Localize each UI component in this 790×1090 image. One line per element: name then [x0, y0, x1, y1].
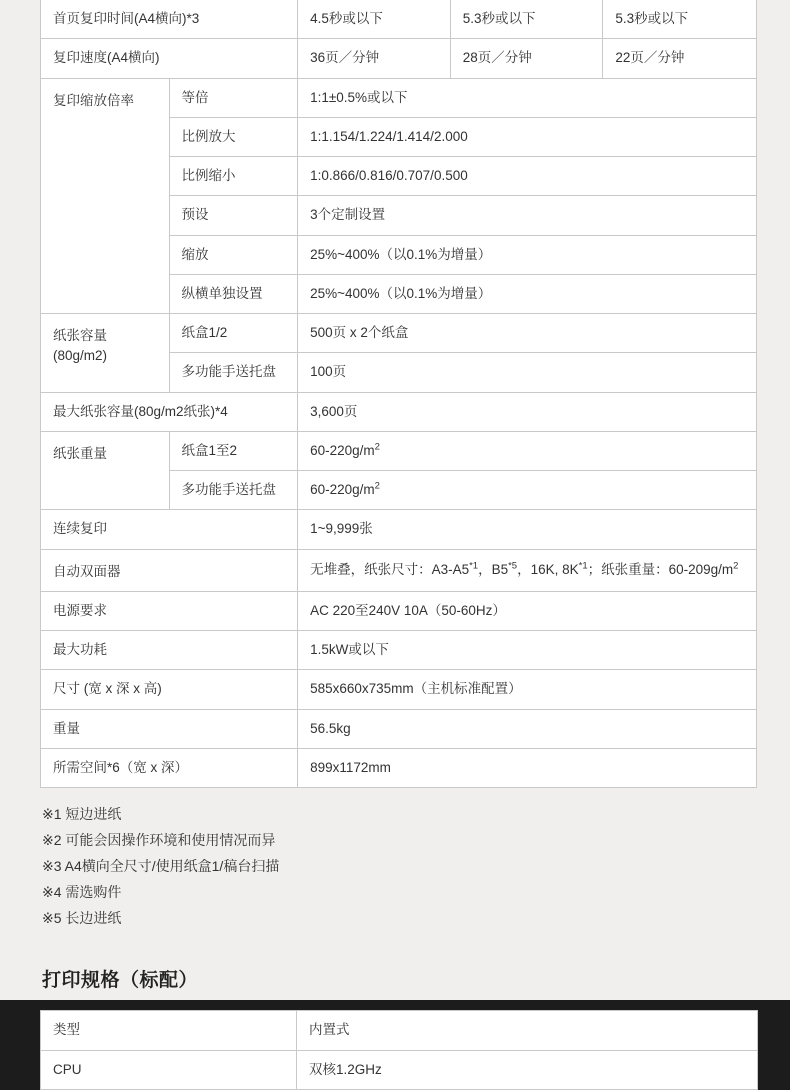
row-label: 类型: [41, 1011, 297, 1050]
table-row: [41, 631, 757, 670]
row-label: 尺寸 (宽 x 深 x 高): [41, 670, 298, 709]
row-value-1: 36页／分钟: [298, 39, 451, 78]
footnote-item: ※2 可能会因操作环境和使用情况而异: [42, 831, 276, 848]
group-label-text: 纸张容量: [53, 328, 107, 343]
table-row: [41, 392, 757, 431]
sub-value: 25%~400%（以0.1%为增量）: [298, 235, 757, 274]
sub-value: 1:0.866/0.816/0.707/0.500: [298, 157, 757, 196]
sub-value: 1:1±0.5%或以下: [298, 78, 757, 117]
table-row: [41, 670, 757, 709]
row-value: 双核1.2GHz: [297, 1050, 758, 1089]
sub-value: $60-220g/m^2$: [298, 431, 757, 470]
superscript: *1: [469, 560, 479, 572]
row-value-1: 4.5秒或以下: [298, 0, 451, 39]
print-spec-table: [40, 1010, 758, 1090]
row-label: [41, 39, 298, 78]
row-label: 自动双面器: [41, 549, 298, 591]
row-value: AC 220至240V 10A（50-60Hz）: [298, 591, 757, 630]
row-value: 3,600页: [298, 392, 757, 431]
table-row: [41, 39, 757, 78]
row-value: 899x1172mm: [298, 748, 757, 787]
table-row: [41, 0, 757, 39]
superscript: 2: [374, 480, 380, 492]
row-label-text: 首页复印时间(A4横向)*3: [53, 11, 200, 26]
group-label-text: 纸张重量: [53, 445, 107, 461]
sub-label: 等倍: [169, 78, 298, 117]
sub-label: 多功能手送托盘: [169, 471, 298, 510]
sub-label: 纵横单独设置: [169, 274, 298, 313]
table-row: [41, 748, 757, 787]
row-label: 连续复印: [41, 510, 298, 549]
group-label-paper-weight: [41, 431, 170, 510]
group-label-subtext: (80g/m2): [53, 348, 108, 364]
superscript: *1: [578, 560, 588, 572]
footnote-item: ※3 A4横向全尺寸/使用纸盒1/稿台扫描: [42, 857, 280, 874]
row-label: [41, 0, 298, 39]
sub-value: $60-220g/m^2$: [298, 471, 757, 510]
sub-value: 3个定制设置: [298, 196, 757, 235]
sub-value: 25%~400%（以0.1%为增量）: [298, 274, 757, 313]
footnote-list: [40, 802, 757, 931]
sub-label: 比例缩小: [169, 157, 298, 196]
group-label-paper-capacity: [41, 314, 170, 393]
table-row: [41, 549, 757, 591]
table-row: [41, 78, 757, 117]
page-content: [40, 0, 757, 1090]
table-row: [41, 431, 757, 470]
superscript: *5: [508, 560, 518, 572]
sub-label: 缩放: [169, 235, 298, 274]
table-row: [41, 1011, 758, 1050]
row-value: 1.5kW或以下: [298, 631, 757, 670]
sub-label: 预设: [169, 196, 298, 235]
footnote-item: ※5 长边进纸: [42, 909, 122, 926]
table-row: [41, 510, 757, 549]
footnote-item: ※1 短边进纸: [42, 806, 122, 822]
sub-value: 1:1.154/1.224/1.414/2.000: [298, 117, 757, 156]
table-row: [41, 1050, 758, 1089]
superscript: 2: [733, 560, 739, 572]
row-label: 电源要求: [41, 591, 298, 630]
sub-value: 500页 x 2个纸盒: [298, 314, 757, 353]
copy-spec-table: [40, 0, 757, 788]
row-value: 内置式: [297, 1011, 758, 1050]
sub-label: 比例放大: [169, 117, 298, 156]
footnote-item: ※4 需选购件: [42, 883, 122, 900]
group-label-zoom: [41, 78, 170, 314]
table-row: [41, 591, 757, 630]
table-row: [41, 709, 757, 748]
row-value: 585x660x735mm（主机标准配置）: [298, 670, 757, 709]
row-value-3: 5.3秒或以下: [603, 0, 757, 39]
row-value-2: 28页／分钟: [450, 39, 603, 78]
table-row: [41, 314, 757, 353]
row-value: 无堆叠，纸张尺寸：A3-A5$^{*1}$，B5$^{*5}$，16K, $8K^{*1}$；纸张重量：$60-209g/m^2$: [298, 549, 757, 591]
section-title-print-spec: 打印规格（标配）: [42, 970, 199, 992]
row-label: 重量: [41, 709, 298, 748]
row-label-text: 复印速度(A4横向): [53, 50, 160, 66]
row-label: 所需空间*6（宽 x 深）: [41, 748, 298, 787]
sub-label: 多功能手送托盘: [169, 353, 298, 392]
group-label-text: 复印缩放倍率: [53, 92, 134, 108]
sub-value: 100页: [298, 353, 757, 392]
row-label: CPU: [41, 1050, 297, 1089]
sub-label: 纸盒1/2: [169, 314, 298, 353]
superscript: 2: [374, 441, 380, 453]
row-value-2: 5.3秒或以下: [450, 0, 603, 39]
row-label: 最大功耗: [41, 631, 298, 670]
row-label: 最大纸张容量(80g/m2纸张)*4: [41, 392, 298, 431]
row-value-3: 22页／分钟: [603, 39, 757, 78]
row-value: 56.5kg: [298, 709, 757, 748]
sub-label: 纸盒1至2: [169, 431, 298, 470]
row-value: 1~9,999张: [298, 510, 757, 549]
